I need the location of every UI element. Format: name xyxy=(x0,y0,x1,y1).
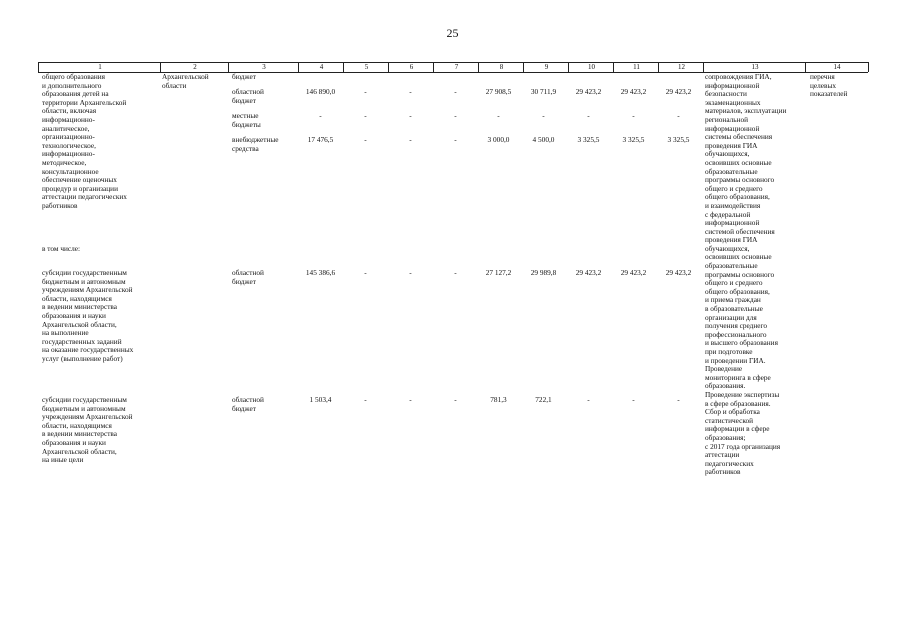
subsidy-state-tasks-description: субсидии государственным бюджетным и автономным учреждениям Архангельской области, находящимся в ведении министерства образования и науки Архангельской области, на выполнение государственных заданий на оказание государственных услуг (выполнение работ) xyxy=(42,268,134,363)
header-col-5: 5 xyxy=(343,62,389,72)
executor-cell: Архангельской области xyxy=(162,72,209,90)
extra-col7: - xyxy=(454,135,457,144)
extra-col5: - xyxy=(364,135,367,144)
sub2-col5: - xyxy=(364,395,367,404)
extra-col11: 3 325,5 xyxy=(622,135,645,144)
subsidy-other-purposes-description: субсидии государственным бюджетным и автономным учреждениям Архангельской области, находящимся в ведении министерства образования и науки Архангельской области, на иные цели xyxy=(42,395,133,465)
sub1-col10: 29 423,2 xyxy=(575,268,602,277)
sub2-total: 1 503,4 xyxy=(309,395,332,404)
header-col-8: 8 xyxy=(478,62,524,72)
regional-col12: 29 423,2 xyxy=(665,87,692,96)
header-col-1: 1 xyxy=(38,62,161,72)
local-col6: - xyxy=(409,111,412,120)
local-col5: - xyxy=(364,111,367,120)
sub1-total: 145 386,6 xyxy=(305,268,336,277)
sub1-col8: 27 127,2 xyxy=(485,268,512,277)
source-local-budgets: местные бюджеты xyxy=(232,111,261,129)
extra-col6: - xyxy=(409,135,412,144)
source-sub1-regional-budget: областной бюджет xyxy=(232,268,264,286)
source-regional-budget: областной бюджет xyxy=(232,87,264,105)
regional-col9: 30 711,9 xyxy=(530,87,557,96)
extra-col10: 3 325,5 xyxy=(577,135,600,144)
source-sub2-regional-budget: областной бюджет xyxy=(232,395,264,413)
regional-col11: 29 423,2 xyxy=(620,87,647,96)
regional-col8: 27 908,5 xyxy=(485,87,512,96)
header-col-7: 7 xyxy=(433,62,479,72)
sub1-col7: - xyxy=(454,268,457,277)
regional-col10: 29 423,2 xyxy=(575,87,602,96)
source-extrabudgetary: внебюджетные средства xyxy=(232,135,279,153)
measure-description: общего образования и дополнительного образования детей на территории Архангельской области, включая информационно- аналитическое, организационно- технологическое, информационно- методическое, консультационное обеспечение оценочных процедур и организации аттестации педагогических работников xyxy=(42,72,127,210)
sub2-col6: - xyxy=(409,395,412,404)
local-col7: - xyxy=(454,111,457,120)
local-col10: - xyxy=(587,111,590,120)
sub1-col12: 29 423,2 xyxy=(665,268,692,277)
regional-col7: - xyxy=(454,87,457,96)
extra-col9: 4 500,0 xyxy=(532,135,555,144)
sub1-col5: - xyxy=(364,268,367,277)
local-col12: - xyxy=(677,111,680,120)
sub2-col8: 781,3 xyxy=(490,395,507,404)
header-col-12: 12 xyxy=(658,62,704,72)
sub2-col11: - xyxy=(632,395,635,404)
header-col-9: 9 xyxy=(523,62,569,72)
header-col-11: 11 xyxy=(613,62,659,72)
header-col-3: 3 xyxy=(228,62,299,72)
header-col-10: 10 xyxy=(568,62,614,72)
sub1-col6: - xyxy=(409,268,412,277)
expected-results-text: сопровождения ГИА, информационной безопасности экзаменационных материалов, эксплуатации региональной информационной системы обеспечения проведения ГИА обучающихся, освоивших основные образовательные программы основного общего и среднего общего образования, и взаимодействия с федеральной информационной системой обеспечения проведения ГИА обучающихся, освоивших основные образовательные программы основного общего и среднего общего образования, и приема граждан в образовательные организации для получения среднего профессионального и высшего образования при подготовке и проведении ГИА. Проведение мониторинга в сфере образования. Проведение экспертизы в сфере образования. Сбор и обработка статистической информации в сфере образования; с 2017 года организация аттестации педагогических работников xyxy=(705,72,787,477)
local-col11: - xyxy=(632,111,635,120)
sub1-col11: 29 423,2 xyxy=(620,268,647,277)
header-col-4: 4 xyxy=(298,62,344,72)
local-col9: - xyxy=(542,111,545,120)
source-budget: бюджет xyxy=(232,72,256,81)
extra-col8: 3 000,0 xyxy=(487,135,510,144)
sub2-col7: - xyxy=(454,395,457,404)
sub2-col12: - xyxy=(677,395,680,404)
regional-col5: - xyxy=(364,87,367,96)
regional-col6: - xyxy=(409,87,412,96)
regional-total: 146 890,0 xyxy=(305,87,336,96)
local-total: - xyxy=(319,111,322,120)
header-col-14: 14 xyxy=(805,62,869,72)
sub2-col9: 722,1 xyxy=(535,395,552,404)
local-col8: - xyxy=(497,111,500,120)
sub2-col10: - xyxy=(587,395,590,404)
extra-total: 17 476,5 xyxy=(307,135,334,144)
header-col-2: 2 xyxy=(160,62,229,72)
sub1-col9: 29 989,8 xyxy=(530,268,557,277)
target-indicators-text: перечня целевых показателей xyxy=(810,72,848,99)
extra-col12: 3 325,5 xyxy=(667,135,690,144)
header-col-6: 6 xyxy=(388,62,434,72)
page-number: 25 xyxy=(446,26,459,40)
header-col-13: 13 xyxy=(703,62,806,72)
in-that-label: в том числе: xyxy=(42,244,81,253)
